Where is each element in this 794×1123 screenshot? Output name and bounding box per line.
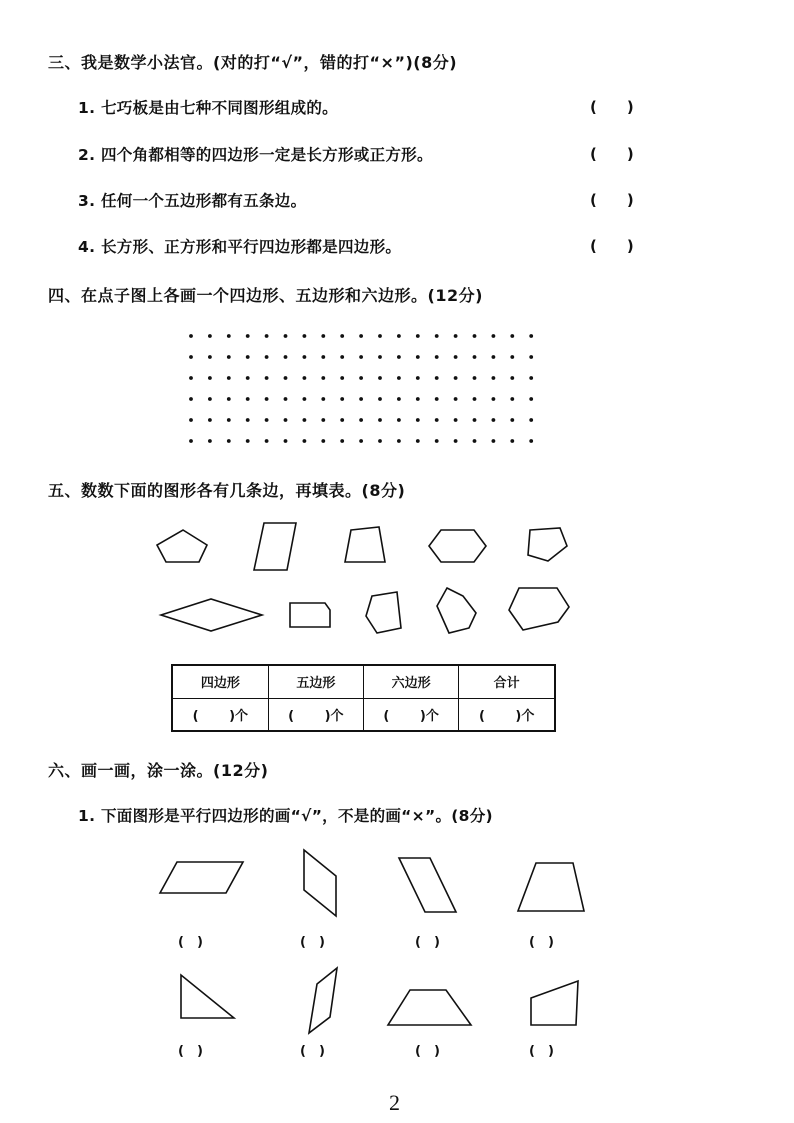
triangle-shape [181,975,234,1018]
section3-item-3: 3. 任何一个五边形都有五条边。 [78,192,307,210]
answer-blank-2[interactable]: ( ) [590,145,634,163]
answer-blank[interactable]: ( ) [415,935,440,950]
answer-blank[interactable]: ( ) [529,1044,554,1059]
answer-blank[interactable]: ( ) [178,1044,203,1059]
section6-sub1: 1. 下面图形是平行四边形的画“√”，不是的画“×”。(8分) [78,807,493,825]
answer-blank[interactable]: ( ) [300,935,325,950]
answer-blank[interactable]: ( ) [300,1044,325,1059]
parallelogram-shape [399,858,456,912]
section6-title: 六、画一画，涂一涂。(12分) [48,761,269,780]
quadrilateral-shape [304,850,336,916]
table-header: 六边形 [363,665,458,698]
table-header: 合计 [459,665,555,698]
trapezoid-shape [388,990,471,1025]
answer-blank[interactable]: ( ) [529,935,554,950]
section3-item-4: 4. 长方形、正方形和平行四边形都是四边形。 [78,238,402,256]
section4-title: 四、在点子图上各画一个四边形、五边形和六边形。(12分) [48,286,483,305]
answer-blank[interactable]: ( ) [415,1044,440,1059]
table-cell-blank[interactable]: ( )个 [459,698,555,731]
answer-blank-4[interactable]: ( ) [590,237,634,255]
table-cell-blank[interactable]: ( )个 [363,698,458,731]
section5-title: 五、数数下面的图形各有几条边，再填表。(8分) [48,481,406,500]
section3-item-2: 2. 四个角都相等的四边形一定是长方形或正方形。 [78,146,433,164]
parallelogram-shape [160,862,243,893]
table-header: 五边形 [268,665,363,698]
answer-blank[interactable]: ( ) [178,935,203,950]
section3-title: 三、我是数学小法官。(对的打“√”，错的打“×”)(8分) [48,53,458,72]
page-number: 2 [389,1090,400,1115]
trapezoid-shape [518,863,584,911]
table-cell-blank[interactable]: ( )个 [172,698,268,731]
answer-blank-3[interactable]: ( ) [590,191,634,209]
table-header: 四边形 [172,665,268,698]
section3-item-1: 1. 七巧板是由七种不同图形组成的。 [78,99,338,117]
quadrilateral-shape [531,981,578,1025]
answer-blank-1[interactable]: ( ) [590,98,634,116]
parallelogram-shape [309,968,337,1033]
table-cell-blank[interactable]: ( )个 [268,698,363,731]
